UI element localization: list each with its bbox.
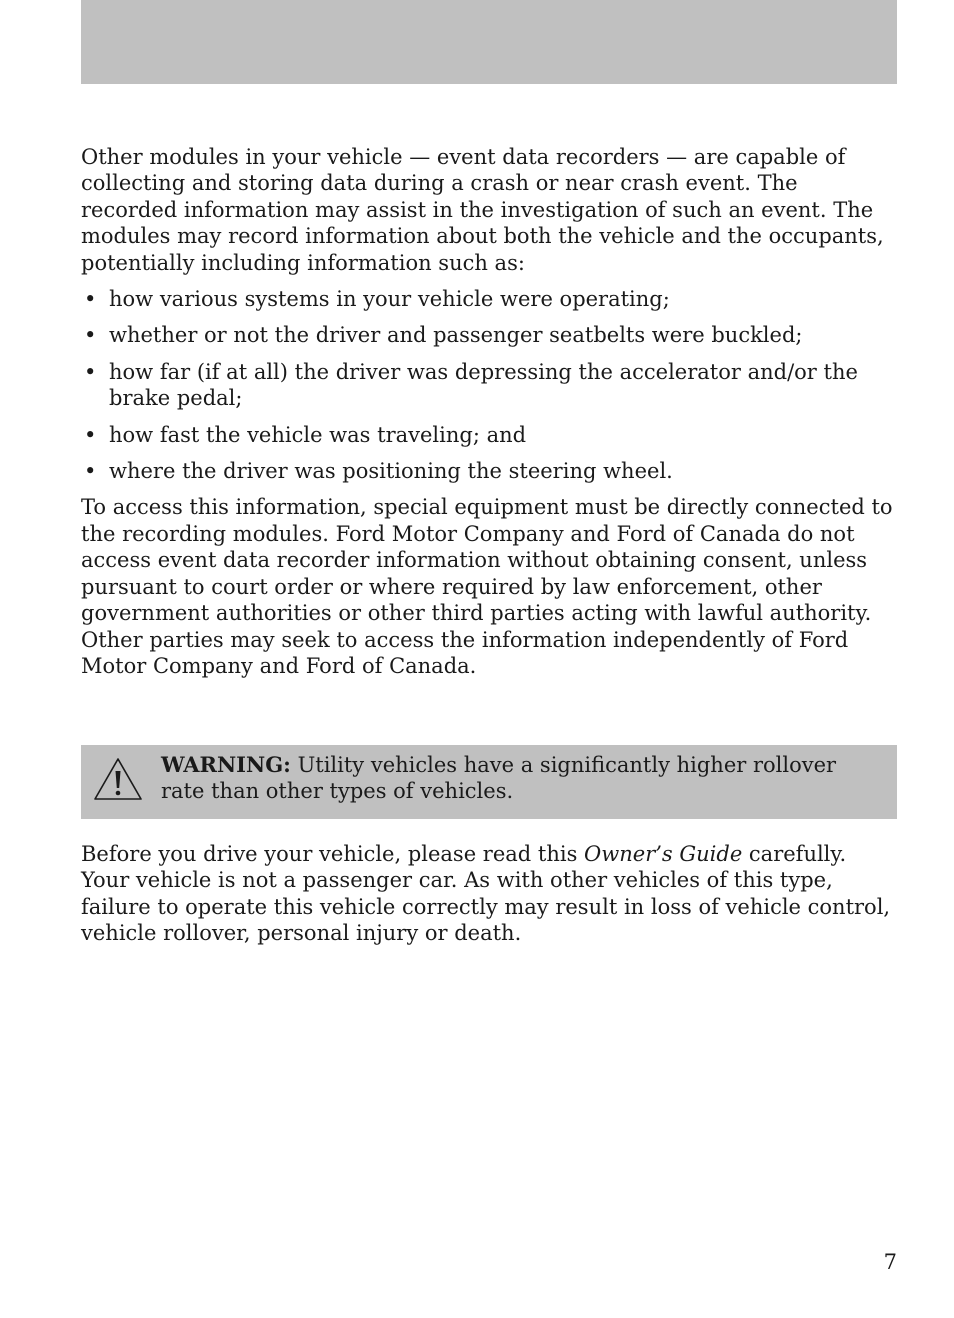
page-number: 7 [883, 1250, 897, 1274]
bullet-icon: • [84, 459, 97, 484]
bullet-icon: • [84, 422, 97, 447]
warning-box [81, 745, 897, 819]
bullet-list [81, 286, 897, 484]
main-content [81, 144, 897, 679]
header-band [81, 0, 897, 84]
warning-triangle-icon [93, 757, 143, 801]
closing-section [81, 841, 897, 947]
bullet-icon: • [84, 323, 97, 348]
list-item: • how far (if at all) the driver was depressing the accelerator and/or the brake pedal; [84, 359, 858, 411]
owners-guide-title: Owner’s Guide [584, 842, 743, 866]
intro-paragraph: Other modules in your vehicle — event data recorders — are capable of collecting and storing data during a crash or near crash event. The recorded information may assist in the investigation of such an event. The modules may record information about both the vehicle and the occupants, potentially including information such as: [81, 145, 884, 275]
list-item: • whether or not the driver and passenger seatbelts were buckled; [84, 323, 803, 348]
bullet-icon: • [84, 359, 97, 384]
warning-text [161, 752, 881, 805]
list-item: • where the driver was positioning the steering wheel. [84, 459, 673, 484]
access-paragraph: To access this information, special equipment must be directly connected to the recording modules. Ford Motor Company and Ford of Canada do not access event data recorder information without obtaining consent, unless pursuant to court order or where required by law enforcement, other government authorities or other third parties acting with lawful authority. Other parties may seek to access the information independently of Ford Motor Company and Ford of Canada. [81, 495, 893, 678]
list-item: • how various systems in your vehicle were operating; [84, 287, 670, 312]
bullet-icon: • [84, 287, 97, 312]
warning-message: Utility vehicles have a significantly higher rollover rate than other types of vehicles. [161, 753, 837, 804]
list-item: • how fast the vehicle was traveling; and [84, 422, 527, 447]
warning-label: WARNING: [161, 752, 291, 777]
closing-paragraph: Before you drive your vehicle, please read this Owner’s Guide carefully. Your vehicle is not a passenger car. As with other vehicles of this type, failure to operate this vehicle correctly may result in loss of vehicle control, vehicle rollover, personal injury or death. [81, 842, 891, 946]
